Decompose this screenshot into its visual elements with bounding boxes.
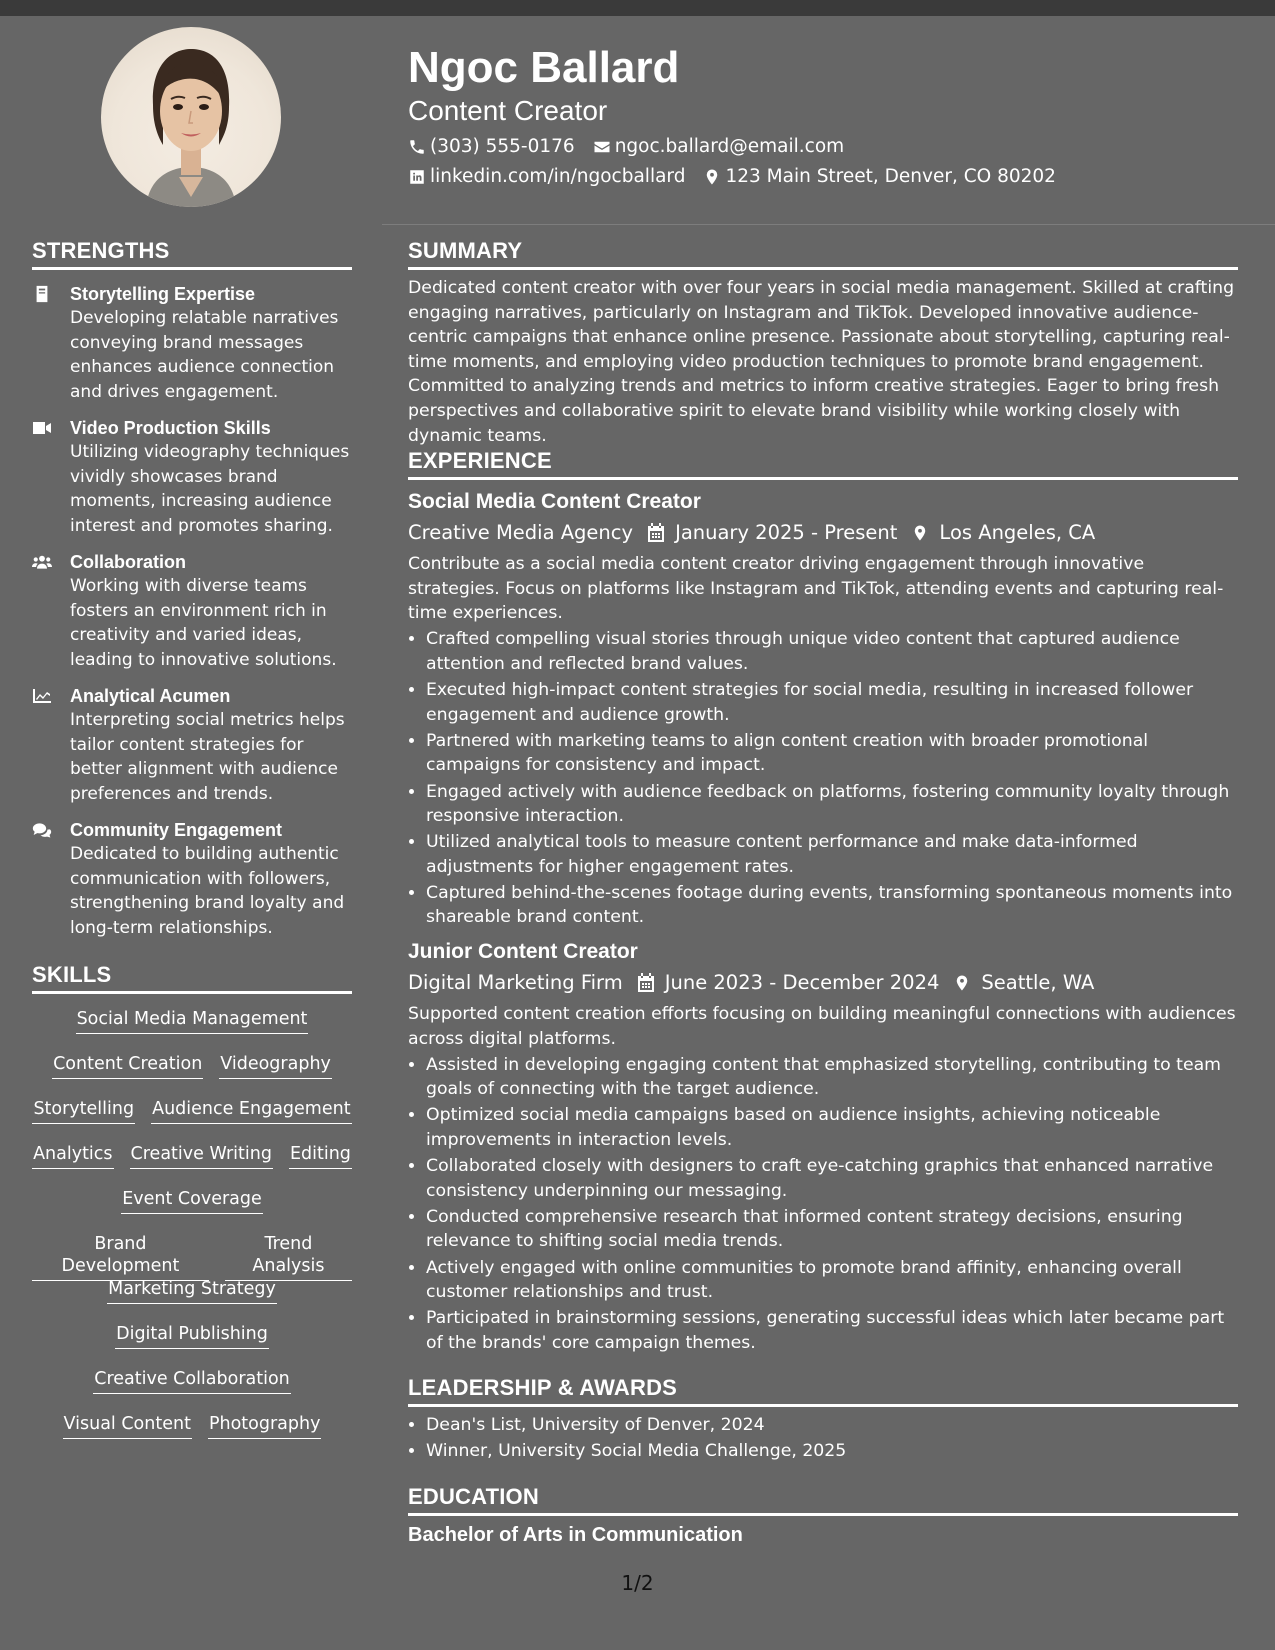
resume-header [408, 40, 1228, 190]
job-bullet: • Partnered with marketing teams to align content creation with broader promotional campaigns for consistency and impact. [426, 729, 1238, 778]
job-bullet: • Crafted compelling visual stories through unique video content that captured audience attention and reflected brand values. [426, 627, 1238, 676]
contact-row-1 [408, 134, 1228, 160]
company-name: Digital Marketing Firm [408, 971, 623, 995]
experience-heading: EXPERIENCE [408, 448, 1238, 480]
skill-row [32, 1053, 352, 1098]
leadership-list [408, 1413, 1238, 1464]
job-bullet: • Collaborated closely with designers to craft eye-catching graphics that enhanced narrative consistency underpinning our messaging. [426, 1154, 1238, 1203]
skill-tag: Marketing Strategy [107, 1278, 277, 1304]
skill-tag: Digital Publishing [115, 1323, 269, 1349]
job-bullet: • Conducted comprehensive research that informed content strategy decisions, ensuring relevance to shifting social media trends. [426, 1205, 1238, 1254]
top-bar [0, 0, 1275, 16]
skill-tag: Creative Collaboration [93, 1368, 291, 1394]
candidate-name: Ngoc Ballard [408, 43, 680, 92]
strength-item [32, 818, 352, 940]
degree-title: Bachelor of Arts in Communication [408, 1524, 743, 1547]
skill-tag: Social Media Management [76, 1008, 309, 1034]
job-title: Junior Content Creator [408, 940, 638, 964]
skill-row [32, 1008, 352, 1053]
phone-contact [408, 134, 575, 160]
skill-tag: Content Creation [52, 1053, 203, 1079]
book-icon [32, 285, 52, 303]
phone-number: (303) 555-0176 [430, 136, 575, 157]
strength-item [32, 550, 352, 672]
job-description: Supported content creation efforts focusing on building meaningful connections with audiences across digital platforms. [408, 1004, 1236, 1049]
strength-title: Analytical Acumen [70, 686, 231, 706]
strength-item [32, 282, 352, 404]
linkedin-icon [408, 168, 426, 186]
strength-description: Interpreting social metrics helps tailor content strategies for better alignment with audience preferences and trends. [70, 710, 345, 804]
skill-tag: Visual Content [63, 1413, 192, 1439]
job-bullet: • Participated in brainstorming sessions, generating successful ideas which later became part of the brands' core campaign themes. [426, 1306, 1238, 1355]
job-description: Contribute as a social media content creator driving engagement through innovative strategies. Focus on platforms like Instagram and TikTok, attending events and capturing real-time experiences. [408, 554, 1224, 624]
job-dates: January 2025 - Present [675, 521, 898, 545]
summary-heading: SUMMARY [408, 238, 1238, 270]
skill-tag: Storytelling [32, 1098, 135, 1124]
strength-description: Dedicated to building authentic communication with followers, strengthening brand loyalty and long-term relationships. [70, 844, 345, 938]
award-item: • Winner, University Social Media Challenge, 2025 [426, 1439, 1238, 1464]
calendar-icon [647, 523, 665, 543]
job-bullet: • Engaged actively with audience feedback on platforms, fostering community loyalty through responsive interaction. [426, 780, 1238, 829]
skill-tag: Event Coverage [121, 1188, 263, 1214]
skill-row [32, 1323, 352, 1368]
contact-row-2 [408, 164, 1228, 190]
job-bullets [408, 627, 1238, 930]
education-heading: EDUCATION [408, 1484, 1238, 1516]
award-item: • Dean's List, University of Denver, 2024 [426, 1413, 1238, 1438]
strength-description: Developing relatable narratives conveying brand messages enhances audience connection and drives engagement. [70, 308, 339, 402]
job-bullet: • Actively engaged with online communities to promote brand affinity, enhancing overall customer relationships and trust. [426, 1256, 1238, 1305]
skill-row [32, 1143, 352, 1188]
header-divider [382, 224, 1275, 225]
skill-tag: Trend Analysis [225, 1233, 352, 1281]
skill-tag: Analytics [32, 1143, 113, 1169]
skill-tag: Audience Engagement [151, 1098, 351, 1124]
job-bullet: • Optimized social media campaigns based on audience insights, achieving noticeable improvements in interaction levels. [426, 1103, 1238, 1152]
comments-icon [32, 821, 52, 839]
leadership-heading: LEADERSHIP & AWARDS [408, 1375, 1238, 1407]
users-icon [32, 553, 52, 571]
map-pin-icon [703, 168, 721, 186]
job-meta [408, 968, 1238, 998]
map-pin-icon [953, 973, 971, 993]
strength-title: Community Engagement [70, 820, 283, 840]
phone-icon [408, 138, 426, 156]
map-pin-icon [911, 523, 929, 543]
job-bullet: • Assisted in developing engaging content that emphasized storytelling, contributing to team goals of connecting with the target audience. [426, 1053, 1238, 1102]
skill-row [32, 1233, 352, 1278]
job-location: Seattle, WA [981, 971, 1095, 995]
job-dates: June 2023 - December 2024 [664, 971, 940, 995]
strengths-list [32, 282, 352, 940]
skill-tag: Editing [289, 1143, 352, 1169]
strength-description: Working with diverse teams fosters an environment rich in creativity and varied ideas, leading to innovative solutions. [70, 576, 337, 670]
job-bullet: • Utilized analytical tools to measure content performance and make data-informed adjustments for higher engagement rates. [426, 830, 1238, 879]
strength-title: Video Production Skills [70, 418, 271, 438]
right-column [408, 238, 1238, 1547]
job-entry [408, 938, 1238, 1355]
line-chart-icon [32, 687, 52, 705]
candidate-role: Content Creator [408, 95, 608, 126]
address-contact [703, 164, 1055, 190]
video-camera-icon [32, 419, 52, 437]
street-address: 123 Main Street, Denver, CO 80202 [725, 166, 1056, 187]
linkedin-url[interactable]: linkedin.com/in/ngocballard [430, 166, 686, 187]
job-bullet: • Executed high-impact content strategies for social media, resulting in increased follower engagement and audience growth. [426, 678, 1238, 727]
skill-row [32, 1188, 352, 1233]
email-address[interactable]: ngoc.ballard@email.com [614, 136, 845, 157]
skill-tag: Videography [219, 1053, 332, 1079]
job-meta [408, 518, 1238, 548]
skill-tag: Photography [208, 1413, 322, 1439]
strength-item [32, 684, 352, 806]
skill-row [32, 1368, 352, 1413]
skill-row [32, 1098, 352, 1143]
skill-tag: Creative Writing [130, 1143, 273, 1169]
page-number: 1/2 [621, 1571, 654, 1595]
summary-text: Dedicated content creator with over four years in social media management. Skilled at crafting engaging narratives, particularly on Instagram and TikTok. Developed innovative audience-centric campaigns that enhance online presence. Passionate about storytelling, capturing real-time moments, and employing video production techniques to promote brand engagement. Committed to analyzing trends and metrics to inform creative strategies. Eager to bring fresh perspectives and collaborative spirit to elevate brand visibility while working closely with dynamic teams. [408, 278, 1235, 446]
strength-title: Collaboration [70, 552, 186, 572]
calendar-icon [637, 973, 655, 993]
company-name: Creative Media Agency [408, 521, 634, 545]
strengths-heading: STRENGTHS [32, 238, 352, 270]
linkedin-contact[interactable] [408, 164, 685, 190]
envelope-icon [593, 138, 611, 156]
skills-heading: SKILLS [32, 962, 352, 994]
skill-row [32, 1278, 352, 1323]
skill-tag: Brand Development [32, 1233, 209, 1281]
skill-row [32, 1413, 352, 1458]
strength-item [32, 416, 352, 538]
email-contact[interactable] [593, 134, 844, 160]
job-location: Los Angeles, CA [939, 521, 1096, 545]
skills-list [32, 1008, 352, 1458]
strength-description: Utilizing videography techniques vividly showcases brand moments, increasing audience interest and promotes sharing. [70, 442, 350, 536]
job-title: Social Media Content Creator [408, 490, 701, 514]
job-bullet: • Captured behind-the-scenes footage during events, transforming spontaneous moments into shareable brand content. [426, 881, 1238, 930]
strength-title: Storytelling Expertise [70, 284, 256, 304]
profile-photo [101, 27, 281, 207]
left-column [32, 238, 352, 1458]
job-entry [408, 488, 1238, 930]
avatar-illustration [101, 27, 281, 207]
job-bullets [408, 1053, 1238, 1356]
